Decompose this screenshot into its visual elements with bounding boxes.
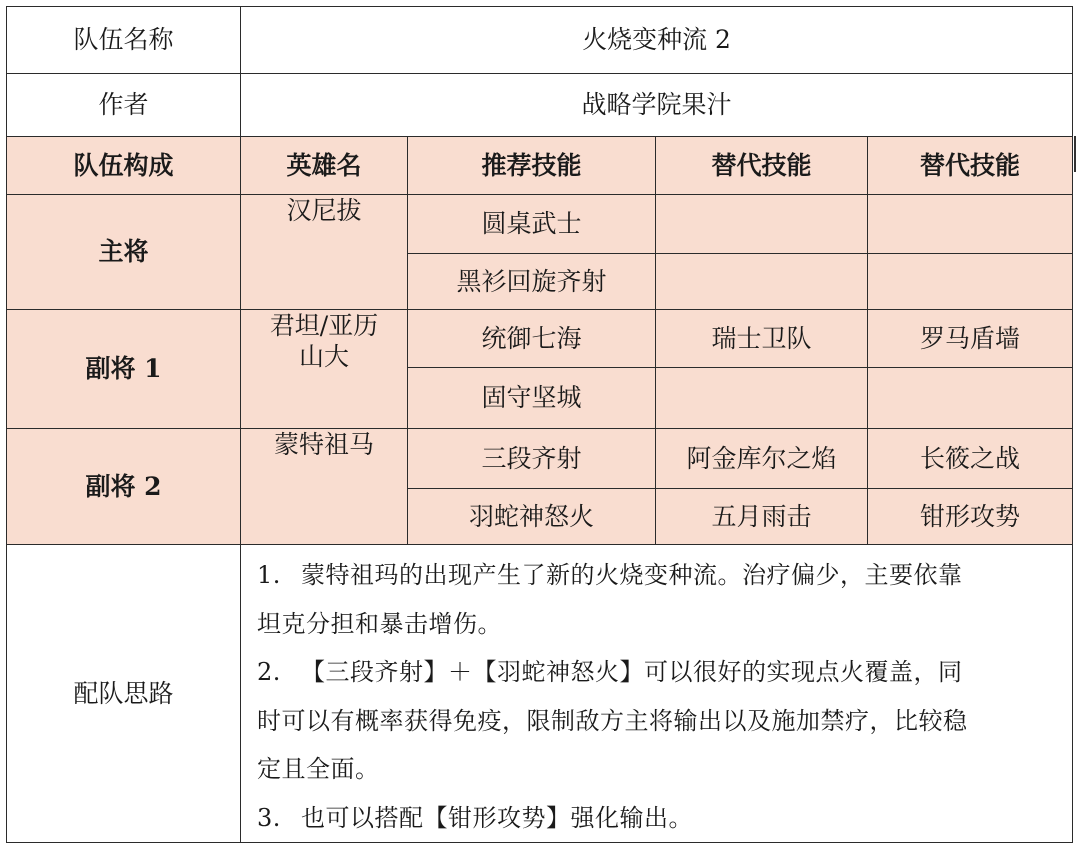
recommended-skill: 羽蛇神怒火 — [408, 489, 656, 545]
header-alt-skill-1: 替代技能 — [656, 137, 868, 195]
recommended-skill: 黑衫回旋齐射 — [408, 254, 656, 310]
recommended-skill: 三段齐射 — [408, 429, 656, 489]
note-line: 2. 【三段齐射】＋【羽蛇神怒火】可以很好的实现点火覆盖，同 — [257, 658, 963, 686]
recommended-skill: 圆桌武士 — [408, 195, 656, 254]
table-row — [7, 429, 1073, 489]
alt-skill-2 — [868, 254, 1073, 310]
role-deputy-general-1: 副将 1 — [7, 310, 241, 429]
alt-skill-1: 阿金库尔之焰 — [656, 429, 868, 489]
alt-skill-1 — [656, 254, 868, 310]
alt-skill-1: 五月雨击 — [656, 489, 868, 545]
alt-skill-2: 钳形攻势 — [868, 489, 1073, 545]
alt-skill-1 — [656, 368, 868, 429]
hero-name — [241, 310, 408, 429]
header-hero-name: 英雄名 — [241, 137, 408, 195]
alt-skill-2 — [868, 368, 1073, 429]
alt-skill-1: 瑞士卫队 — [656, 310, 868, 368]
header-recommended-skill: 推荐技能 — [408, 137, 656, 195]
alt-skill-1 — [656, 195, 868, 254]
hero-name: 汉尼拔 — [241, 195, 408, 310]
table-row — [7, 310, 1073, 368]
team-name-value: 火烧变种流 2 — [241, 7, 1073, 74]
strategy-notes — [241, 545, 1073, 843]
header-alt-skill-2: 替代技能 — [868, 137, 1073, 195]
role-deputy-general-2: 副将 2 — [7, 429, 241, 545]
header-composition: 队伍构成 — [7, 137, 241, 195]
note-line: 时可以有概率获得免疫，限制敌方主将输出以及施加禁疗，比较稳 — [257, 706, 968, 735]
note-line: 1. 蒙特祖玛的出现产生了新的火烧变种流。治疗偏少，主要依靠 — [257, 561, 963, 589]
text-cursor-mark — [1074, 136, 1076, 172]
note-line: 坦克分担和暴击增伤。 — [257, 609, 502, 638]
author-value: 战略学院果汁 — [241, 74, 1073, 137]
strategy-label: 配队思路 — [7, 545, 241, 843]
note-line: 3. 也可以搭配【钳形攻势】强化输出。 — [257, 803, 693, 832]
alt-skill-2: 罗马盾墙 — [868, 310, 1073, 368]
note-line: 定且全面。 — [257, 755, 380, 783]
alt-skill-2 — [868, 195, 1073, 254]
team-name-label: 队伍名称 — [7, 7, 241, 74]
team-lineup-table — [6, 6, 1073, 843]
table-row — [7, 195, 1073, 254]
recommended-skill: 固守坚城 — [408, 368, 656, 429]
role-main-general: 主将 — [7, 195, 241, 310]
author-label: 作者 — [7, 74, 241, 137]
recommended-skill: 统御七海 — [408, 310, 656, 368]
hero-name: 蒙特祖马 — [241, 429, 408, 545]
hero-name-text: 君坦/亚历山大 — [269, 311, 379, 372]
alt-skill-2: 长筱之战 — [868, 429, 1073, 489]
